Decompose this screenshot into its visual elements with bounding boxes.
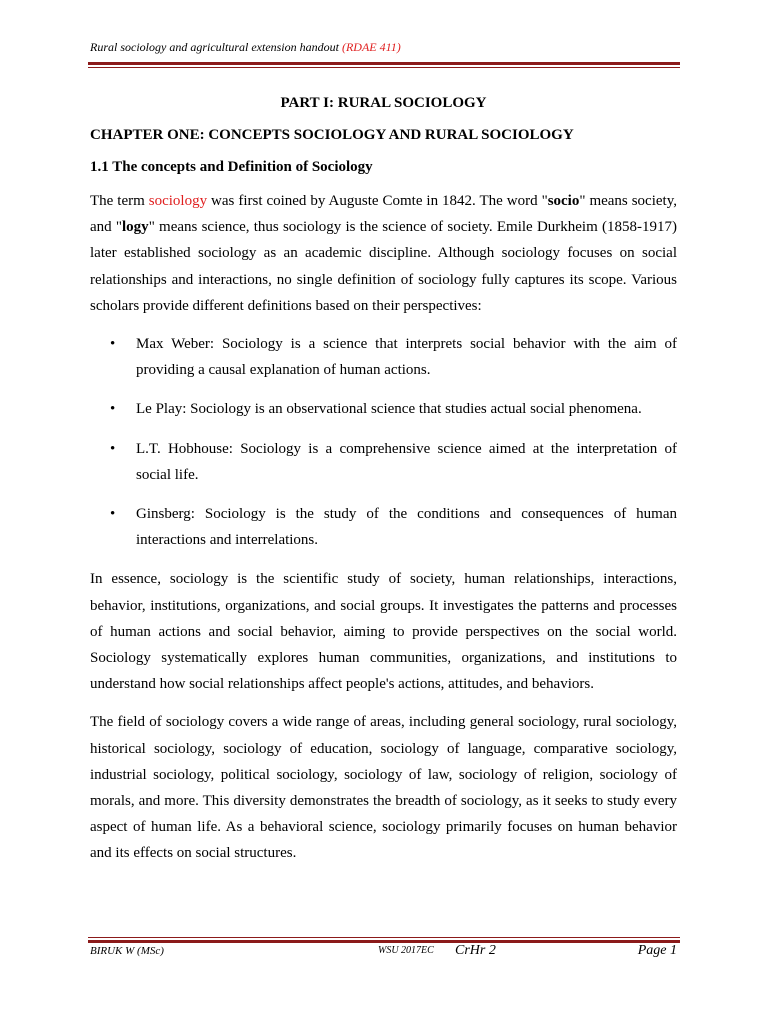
list-item-text: Max Weber: Sociology is a science that interprets social behavior with the aim of providing a causal explanation of human actions.	[136, 336, 677, 379]
document-body	[90, 94, 677, 879]
course-code: (RDAE 411)	[341, 40, 401, 54]
bold-term-socio: socio	[547, 193, 580, 209]
page-footer	[90, 943, 677, 963]
intro-text-3: was first coined by Auguste Comte in 1842. The word "	[207, 193, 548, 209]
list-item-text: Le Play: Sociology is an observational science that studies actual social phenomena.	[136, 401, 642, 418]
header-rule-thin	[88, 67, 680, 68]
part-title: PART I: RURAL SOCIOLOGY	[280, 95, 487, 111]
list-item-text: L.T. Hobhouse: Sociology is a comprehensive science aimed at the interpretation of social life.	[136, 440, 677, 483]
scope-paragraph: The field of sociology covers a wide range of areas, including general sociology, rural sociology, historical sociology, sociology of education, sociology of language, comparative sociology, industrial sociology, political sociology, sociology of law, sociology of religion, sociology of morals, and more. This diversity demonstrates the breadth of sociology, as it seeks to study every aspect of human life. As a behavioral science, sociology primarily focuses on human behavior and its effects on social structures.	[90, 714, 677, 862]
intro-text-5: " means society, and "	[90, 193, 677, 236]
bullet-icon: •	[110, 440, 116, 457]
list-item-text: Ginsberg: Sociology is the study of the conditions and consequences of human interactions and interrelations.	[136, 506, 677, 549]
intro-paragraph	[90, 188, 677, 319]
essence-paragraph: In essence, sociology is the scientific study of society, human relationships, interactions, behavior, institutions, organizations, and social groups. It investigates the patterns and processes of human actions and social behavior, aiming to provide perspectives on the social world. Sociology systematically explores human communities, organizations, and institutions to understand how social relationships affect people's actions, attitudes, and behaviors.	[90, 571, 677, 693]
list-item	[90, 331, 677, 383]
chapter-title: CHAPTER ONE: CONCEPTS SOCIOLOGY AND RURAL SOCIOLOGY	[90, 127, 574, 143]
section-title: 1.1 The concepts and Definition of Sociology	[90, 159, 373, 175]
list-item	[90, 396, 677, 422]
list-item	[90, 501, 677, 553]
bullet-icon: •	[110, 336, 116, 353]
intro-text-1: The term	[90, 193, 149, 209]
bullet-icon: •	[110, 506, 116, 523]
footer-author: BIRUK W (MSc)	[90, 945, 164, 957]
list-item	[90, 436, 677, 488]
header-title: Rural sociology and agricultural extension handout	[90, 40, 339, 54]
page-number: Page 1	[637, 943, 677, 958]
header-rule-thick	[88, 62, 680, 65]
footer-rule-thin	[88, 937, 680, 938]
highlighted-term: sociology	[148, 193, 208, 209]
bold-term-logy: logy	[122, 219, 149, 236]
intro-text-7: " means science, thus sociology is the science of society. Emile Durkheim (1858-1917) later established sociology as an academic discipline. Although sociology focuses on social relationships and interactions, no single definition of sociology fully captures its scope. Various scholars provide different definitions based on their perspectives:	[90, 219, 677, 314]
footer-credit-hours: CrHr 2	[455, 943, 496, 958]
bullet-icon: •	[110, 401, 116, 418]
footer-institution: WSU 2017EC	[378, 945, 434, 956]
definitions-list	[90, 331, 677, 553]
page-header	[90, 40, 401, 55]
